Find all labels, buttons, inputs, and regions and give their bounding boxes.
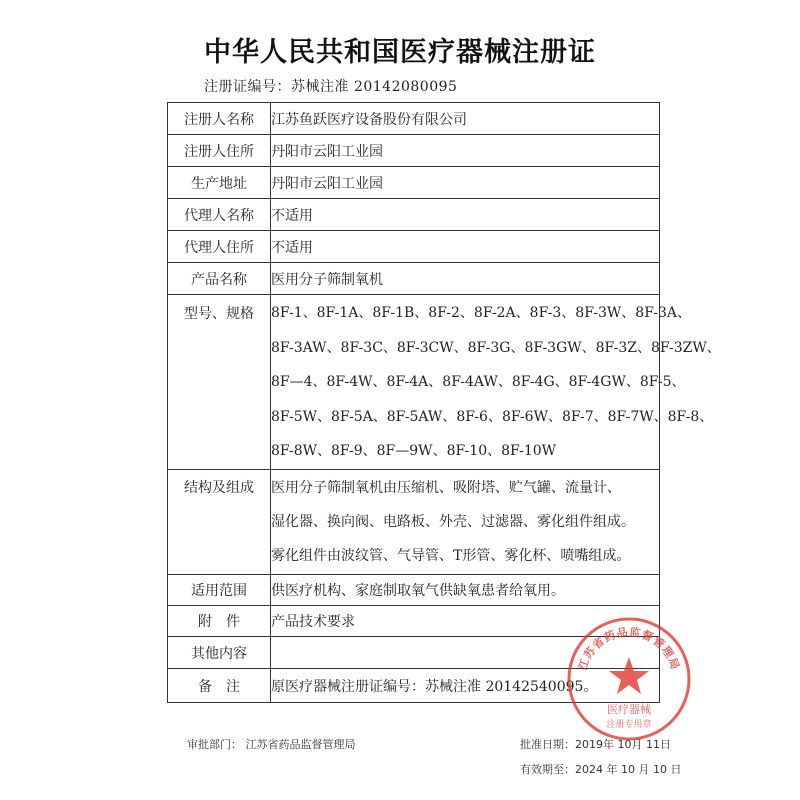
scope-label: 适用范围 [168, 575, 271, 606]
structure-line: 雾化组件由波纹管、气导管、T形管、雾化杯、喷嘴组成。 [271, 548, 631, 564]
structure-line: 湿化器、换向阀、电路板、外壳、过滤器、雾化组件组成。 [271, 514, 635, 530]
row-label: 代理人住所 [168, 231, 271, 263]
row-value: 不适用 [271, 199, 660, 231]
other-label: 其他内容 [168, 637, 271, 669]
table-row [168, 167, 660, 199]
table-row [168, 199, 660, 231]
approval-date: 批准日期：2019年 10月 11日 [520, 738, 671, 751]
attachment-label: 附 件 [168, 606, 271, 637]
approval-department: 审批部门： 江苏省药品监督管理局 [187, 738, 356, 751]
row-value: 医用分子筛制氧机 [271, 263, 660, 295]
spec-label: 型号、规格 [168, 295, 271, 470]
structure-line: 医用分子筛制氧机由压缩机、吸附塔、贮气罐、流量计、 [271, 480, 621, 496]
row-label: 注册人住所 [168, 135, 271, 167]
attachment-value: 产品技术要求 [271, 606, 660, 637]
spec-value [271, 295, 721, 470]
table-row [168, 135, 660, 167]
row-value: 江苏鱼跃医疗设备股份有限公司 [271, 103, 660, 135]
spec-line: 8F—4、8F-4W、8F-4A、8F-4AW、8F-4G、8F-4GW、8F-5、 [271, 374, 686, 390]
spec-line: 8F-8W、8F-9、8F—9W、8F-10、8F-10W [271, 443, 557, 459]
table-row [168, 231, 660, 263]
official-seal-icon [565, 615, 693, 743]
seal-star-icon [609, 657, 649, 694]
scope-value: 供医疗机构、家庭制取氧气供缺氧患者给氧用。 [271, 575, 660, 606]
seal-line1: 医疗器械 [607, 703, 651, 716]
row-label: 产品名称 [168, 263, 271, 295]
seal-line2: 注册专用章 [606, 720, 652, 730]
remarks-label: 备 注 [168, 669, 271, 703]
table-row [168, 575, 660, 606]
row-label: 生产地址 [168, 167, 271, 199]
spec-line: 8F-1、8F-1A、8F-1B、8F-2、8F-2A、8F-3、8F-3W、8F-3A、 [271, 305, 692, 321]
row-label: 注册人名称 [168, 103, 271, 135]
spec-line: 8F-5W、8F-5A、8F-5AW、8F-6、8F-6W、8F-7、8F-7W、8F-8、 [271, 408, 714, 425]
row-value: 不适用 [271, 231, 660, 263]
registration-number: 注册证编号：苏械注准 20142080095 [204, 79, 458, 95]
structure-value [271, 470, 660, 575]
row-label: 代理人名称 [168, 199, 271, 231]
table-row [168, 263, 660, 295]
table-row-structure [168, 470, 660, 575]
structure-label: 结构及组成 [168, 470, 271, 575]
certificate-table [167, 102, 721, 703]
row-value: 丹阳市云阳工业园 [271, 167, 660, 199]
row-value: 丹阳市云阳工业园 [271, 135, 660, 167]
remarks-value: 原医疗器械注册证编号：苏械注准 20142540095。 [271, 669, 660, 703]
seal-ring-text: 江苏省药品监督管理局 [576, 625, 682, 672]
table-row-spec [168, 295, 660, 470]
table-row [168, 103, 660, 135]
spec-line: 8F-3AW、8F-3C、8F-3CW、8F-3G、8F-3GW、8F-3Z、8F-3ZW、 [271, 339, 721, 356]
valid-until: 有效期至：2024 年 10 月 10 日 [520, 763, 682, 776]
document-title: 中华人民共和国医疗器械注册证 [204, 37, 596, 68]
